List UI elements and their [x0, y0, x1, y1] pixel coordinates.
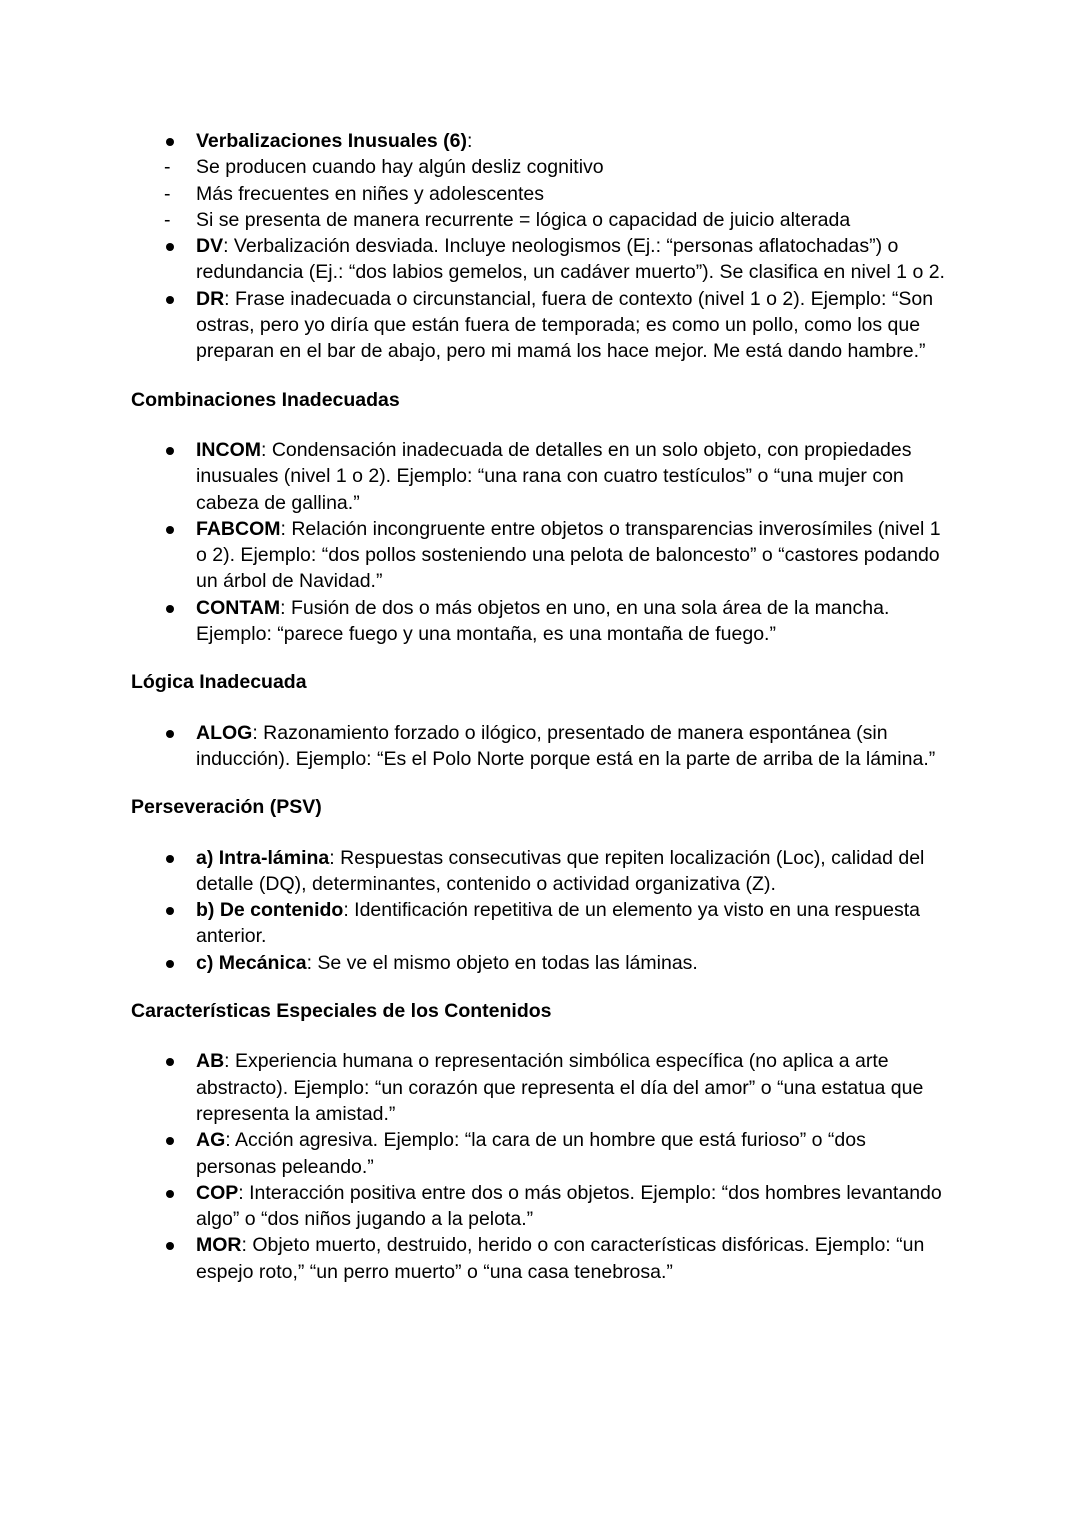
- dash-text: Más frecuentes en niñes y adolescentes: [196, 182, 544, 205]
- list-item-cop: [131, 1180, 951, 1233]
- term-text: : Interacción positiva entre dos o más objetos. Ejemplo: “dos hombres levantando algo” o “dos niños jugando a la pelota.”: [196, 1181, 942, 1231]
- bullet-icon: [166, 1190, 174, 1198]
- term-label: FABCOM: [196, 517, 281, 540]
- term-text: : Relación incongruente entre objetos o transparencias inverosímiles (nivel 1 o 2). Ejemplo: “dos pollos sosteniendo una pelota de baloncesto” o “castores podando un árbol de Navidad.”: [196, 517, 941, 593]
- term-label: INCOM: [196, 438, 261, 461]
- list-item-alog: [131, 720, 951, 773]
- term-label: CONTAM: [196, 596, 281, 619]
- term-text: : Acción agresiva. Ejemplo: “la cara de un hombre que está furioso” o “dos personas peleando.”: [196, 1129, 866, 1178]
- dash-text: Se producen cuando hay algún desliz cognitivo: [196, 156, 604, 179]
- list-item-fabcom: [131, 516, 951, 595]
- dash-icon: -: [164, 156, 171, 179]
- list-item-ag: [131, 1127, 951, 1180]
- term-text: : Respuestas consecutivas que repiten localización (Loc), calidad del detalle (DQ), determinantes, contenido o actividad organizativa (Z).: [196, 846, 925, 895]
- bullet-icon: [166, 1058, 174, 1066]
- bullet-icon: [166, 605, 174, 613]
- list-item-de-contenido: [131, 897, 951, 950]
- term-text: :: [466, 130, 473, 152]
- list-item-mecanica: [131, 950, 951, 976]
- term-text: : Se ve el mismo objeto en todas las láminas.: [306, 951, 698, 974]
- bullet-icon: [166, 138, 174, 146]
- term-label: DR: [196, 287, 225, 310]
- term-text: : Fusión de dos o más objetos en uno, en una sola área de la mancha. Ejemplo: “parece fuego y una montaña, es una montaña de fuego.”: [196, 596, 890, 646]
- term-label: b) De contenido: [196, 899, 344, 922]
- term-label: ALOG: [196, 721, 253, 744]
- bullet-icon: [166, 243, 174, 251]
- term-label: a) Intra-lámina: [196, 846, 330, 869]
- list-item-mor: [131, 1232, 951, 1285]
- list-item-incom: [131, 437, 951, 516]
- dash-icon: -: [164, 182, 171, 205]
- document-content: [131, 128, 951, 1285]
- bullet-icon: [166, 1137, 174, 1145]
- term-text: : Experiencia humana o representación simbólica específica (no aplica a arte abstracto). Ejemplo: “un corazón que representa el día del amor” o “una estatua que representa la amistad.”: [196, 1050, 924, 1125]
- bullet-icon: [166, 730, 174, 738]
- term-label: DV: [196, 235, 224, 258]
- bullet-icon: [166, 960, 174, 968]
- term-label: Verbalizaciones Inusuales (6): [196, 130, 467, 152]
- term-label: COP: [196, 1181, 239, 1204]
- bullet-icon: [166, 296, 174, 304]
- term-text: : Identificación repetitiva de un elemento ya visto en una respuesta anterior.: [196, 899, 921, 948]
- section-heading-combinaciones: Combinaciones Inadecuadas: [131, 388, 400, 411]
- list-item-intra-lamina: [131, 845, 951, 898]
- list-item-dr: [131, 286, 951, 365]
- term-text: : Frase inadecuada o circunstancial, fuera de contexto (nivel 1 o 2). Ejemplo: “Son ostras, pero yo diría que están fuera de temporada; es como un pollo, como los que preparan en el bar de abajo, pero mi mamá los hace mejor. Me está dando hambre.”: [196, 287, 934, 363]
- term-text: : Condensación inadecuada de detalles en un solo objeto, con propiedades inusuales (nivel 1 o 2). Ejemplo: “una rana con cuatro testículos” o “una mujer con cabeza de gallina.”: [196, 438, 912, 514]
- term-label: c) Mecánica: [196, 951, 307, 974]
- dash-text: Si se presenta de manera recurrente = lógica o capacidad de juicio alterada: [196, 208, 851, 231]
- bullet-icon: [166, 1242, 174, 1250]
- term-label: MOR: [196, 1234, 242, 1257]
- bullet-icon: [166, 907, 174, 915]
- list-item-ab: [131, 1048, 951, 1127]
- list-item-dash: [131, 207, 951, 233]
- section-heading-logica: Lógica Inadecuada: [131, 671, 307, 694]
- term-label: AG: [196, 1129, 226, 1152]
- term-text: : Verbalización desviada. Incluye neologismos (Ej.: “personas aflatochadas”) o redundancia (Ej.: “dos labios gemelos, un cadáver muerto”). Se clasifica en nivel 1 o 2.: [196, 235, 945, 284]
- list-item-dv: [131, 233, 951, 286]
- list-item-dash: [131, 181, 951, 207]
- bullet-icon: [166, 855, 174, 863]
- list-item-verbalizaciones: [131, 128, 951, 154]
- section-heading-caracteristicas: Características Especiales de los Contenidos: [131, 1000, 552, 1023]
- list-item-contam: [131, 595, 951, 648]
- term-text: : Razonamiento forzado o ilógico, presentado de manera espontánea (sin inducción). Ejemplo: “Es el Polo Norte porque está en la parte de arriba de la lámina.”: [196, 721, 936, 770]
- bullet-icon: [166, 526, 174, 534]
- term-text: : Objeto muerto, destruido, herido o con características disfóricas. Ejemplo: “un espejo roto,” “un perro muerto” o “una casa tenebrosa.”: [196, 1234, 925, 1283]
- term-label: AB: [196, 1050, 225, 1073]
- section-heading-perseveracion: Perseveración (PSV): [131, 796, 322, 819]
- list-item-dash: [131, 154, 951, 180]
- dash-icon: -: [164, 208, 171, 231]
- bullet-icon: [166, 447, 174, 455]
